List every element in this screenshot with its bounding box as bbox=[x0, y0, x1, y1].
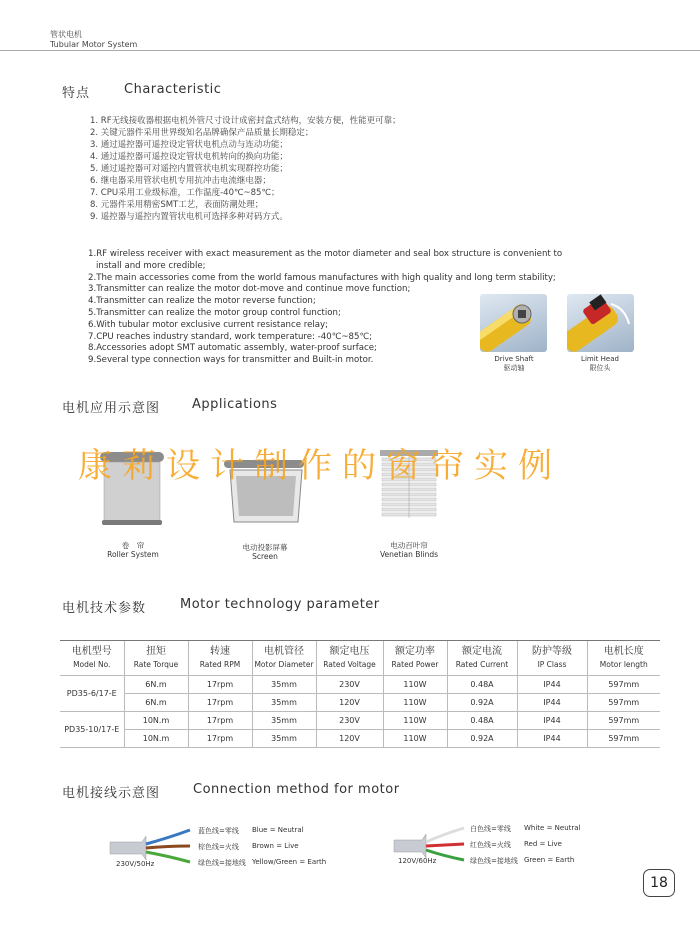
table-cell: 597mm bbox=[587, 711, 660, 729]
table-cell: 35mm bbox=[252, 729, 316, 747]
spec-table bbox=[60, 641, 660, 748]
connection-heading-en: Connection method for motor bbox=[193, 782, 400, 797]
table-cell: 35mm bbox=[252, 693, 316, 711]
table-cell: 35mm bbox=[252, 711, 316, 729]
connection-heading-cn: 电机接线示意图 bbox=[62, 786, 161, 801]
voltage-label-120v: 120V/60Hz bbox=[398, 857, 437, 865]
table-cell: IP44 bbox=[517, 729, 587, 747]
table-cell: 10N.m bbox=[124, 711, 188, 729]
wire-label-cn: 绿色线=接地线 bbox=[198, 859, 246, 867]
characteristic-list-cn bbox=[90, 115, 401, 223]
list-item: 9. 遥控器与遥控内置管状电机可选择多种对码方式。 bbox=[90, 212, 288, 222]
wire-label-en: Yellow/Green = Earth bbox=[252, 858, 327, 866]
table-cell: 120V bbox=[316, 729, 383, 747]
table-cell: 6N.m bbox=[124, 693, 188, 711]
limit-head-image bbox=[567, 294, 634, 352]
list-item: 8.Accessories adopt SMT automatic assembly, water-proof surface; bbox=[88, 343, 377, 354]
table-cell: 110W bbox=[383, 693, 447, 711]
table-cell: 17rpm bbox=[188, 729, 252, 747]
table-cell: 0.92A bbox=[447, 693, 517, 711]
parameters-heading-en: Motor technology parameter bbox=[180, 597, 380, 612]
table-row bbox=[60, 729, 660, 747]
table-cell: 230V bbox=[316, 675, 383, 693]
list-item: 4. 通过遥控器可遥控设定管状电机转向的换向功能； bbox=[90, 152, 288, 162]
table-cell: IP44 bbox=[517, 693, 587, 711]
table-cell: 10N.m bbox=[124, 729, 188, 747]
table-cell: 0.48A bbox=[447, 675, 517, 693]
table-cell: IP44 bbox=[517, 675, 587, 693]
wire-label-cn: 棕色线=火线 bbox=[198, 843, 239, 851]
table-cell: 6N.m bbox=[124, 675, 188, 693]
characteristic-heading-en: Characteristic bbox=[124, 82, 222, 97]
column-header: 电机长度 Motor length bbox=[587, 641, 660, 675]
list-item: 7. CPU采用工业级标准，工作温度-40℃~85℃； bbox=[90, 188, 280, 198]
list-item: 3.Transmitter can realize the motor dot-move and continue move function; bbox=[88, 284, 411, 295]
table-cell: 110W bbox=[383, 675, 447, 693]
table-cell: 597mm bbox=[587, 693, 660, 711]
table-cell: 17rpm bbox=[188, 693, 252, 711]
table-cell: 17rpm bbox=[188, 675, 252, 693]
column-header: 额定电流 Rated Current bbox=[447, 641, 517, 675]
spec-table-wrapper bbox=[60, 640, 660, 748]
column-header: 防护等级 IP Class bbox=[517, 641, 587, 675]
table-cell: 110W bbox=[383, 729, 447, 747]
wire-label-cn: 蓝色线=零线 bbox=[198, 827, 239, 835]
list-item: 8. 元器件采用精密SMT工艺，表面防潮处理； bbox=[90, 200, 264, 210]
table-row bbox=[60, 675, 660, 693]
list-item: 1.RF wireless receiver with exact measurement as the motor diameter and seal box structure is convenient to bbox=[88, 249, 563, 259]
drive-shaft-caption-en: Drive Shaft bbox=[494, 355, 534, 363]
table-cell: 230V bbox=[316, 711, 383, 729]
list-item: 6. 继电器采用管状电机专用抗冲击电流继电器； bbox=[90, 176, 271, 186]
column-header: 扭矩 Rate Torque bbox=[124, 641, 188, 675]
column-header: 额定电压 Rated Voltage bbox=[316, 641, 383, 675]
venetian-caption-en: Venetian Blinds bbox=[379, 550, 439, 559]
table-row bbox=[60, 711, 660, 729]
parameters-heading-cn: 电机技术参数 bbox=[62, 601, 147, 616]
header-title-en: Tubular Motor System bbox=[50, 40, 138, 49]
table-row bbox=[60, 693, 660, 711]
wire-label-en: Red = Live bbox=[524, 840, 562, 848]
table-header-row bbox=[60, 641, 660, 675]
header-title-cn: 管状电机 bbox=[50, 30, 82, 39]
list-item: 3. 通过遥控器可遥控设定管状电机点动与连动功能； bbox=[90, 140, 288, 150]
table-cell: 120V bbox=[316, 693, 383, 711]
watermark-text: 康莉设计制作的窗帘实例 bbox=[78, 446, 562, 486]
column-header: 电机管径 Motor Diameter bbox=[252, 641, 316, 675]
wire-label-en: Brown = Live bbox=[252, 842, 299, 850]
list-item: 2.The main accessories come from the world famous manufactures with high quality and long term stability; bbox=[88, 272, 556, 283]
wire-label-cn: 红色线=火线 bbox=[470, 841, 511, 849]
wire-label-en: Green = Earth bbox=[524, 856, 575, 864]
table-cell: 597mm bbox=[587, 675, 660, 693]
header-divider bbox=[0, 50, 700, 51]
venetian-caption-cn: 电动百叶帘 bbox=[390, 541, 428, 550]
list-item: 1. RF无线接收器根据电机外管尺寸设计成密封盒式结构，安装方便，性能更可靠； bbox=[90, 116, 401, 126]
roller-caption-en: Roller System bbox=[107, 550, 159, 559]
list-item: 4.Transmitter can realize the motor reverse function; bbox=[88, 296, 316, 307]
model-cell: PD35-6/17-E bbox=[60, 675, 124, 711]
applications-heading-cn: 电机应用示意图 bbox=[62, 401, 161, 416]
model-cell: PD35-10/17-E bbox=[60, 711, 124, 747]
wire-label-en: Blue = Neutral bbox=[252, 826, 304, 834]
table-cell: IP44 bbox=[517, 711, 587, 729]
drive-shaft-caption-cn: 驱动轴 bbox=[503, 364, 525, 372]
applications-heading-en: Applications bbox=[192, 397, 278, 412]
screen-caption-en: Screen bbox=[252, 552, 278, 561]
column-header: 电机型号 Model No. bbox=[60, 641, 124, 675]
table-cell: 17rpm bbox=[188, 711, 252, 729]
table-cell: 597mm bbox=[587, 729, 660, 747]
list-item: 6.With tubular motor exclusive current resistance relay; bbox=[88, 319, 328, 330]
table-cell: 0.48A bbox=[447, 711, 517, 729]
limit-head-caption-cn: 限位头 bbox=[589, 364, 611, 372]
screen-caption-cn: 电动投影屏幕 bbox=[242, 543, 288, 552]
table-cell: 110W bbox=[383, 711, 447, 729]
wire-label-en: White = Neutral bbox=[524, 824, 581, 832]
list-item: 2. 关键元器件采用世界级知名品牌确保产品质量长期稳定； bbox=[90, 128, 314, 138]
list-item: 5. 通过遥控器可对遥控内置管状电机实现群控功能； bbox=[90, 164, 288, 174]
wire-label-cn: 白色线=零线 bbox=[470, 825, 511, 833]
limit-head-caption-en: Limit Head bbox=[581, 355, 619, 363]
column-header: 转速 Rated RPM bbox=[188, 641, 252, 675]
voltage-label-230v: 230V/50Hz bbox=[116, 860, 155, 868]
list-item: 7.CPU reaches industry standard, work temperature: -40℃~85℃; bbox=[88, 331, 373, 342]
list-item: 9.Several type connection ways for transmitter and Built-in motor. bbox=[88, 355, 374, 366]
roller-caption-cn: 卷 帘 bbox=[121, 541, 145, 550]
table-cell: 0.92A bbox=[447, 729, 517, 747]
table-cell: 35mm bbox=[252, 675, 316, 693]
characteristic-heading-cn: 特点 bbox=[62, 86, 91, 101]
page-number: 18 bbox=[643, 869, 675, 897]
column-header: 额定功率 Rated Power bbox=[383, 641, 447, 675]
wire-label-cn: 绿色线=接地线 bbox=[470, 857, 518, 865]
drive-shaft-image bbox=[480, 294, 547, 352]
list-item: install and more credible; bbox=[96, 260, 206, 271]
list-item: 5.Transmitter can realize the motor group control function; bbox=[88, 307, 341, 318]
